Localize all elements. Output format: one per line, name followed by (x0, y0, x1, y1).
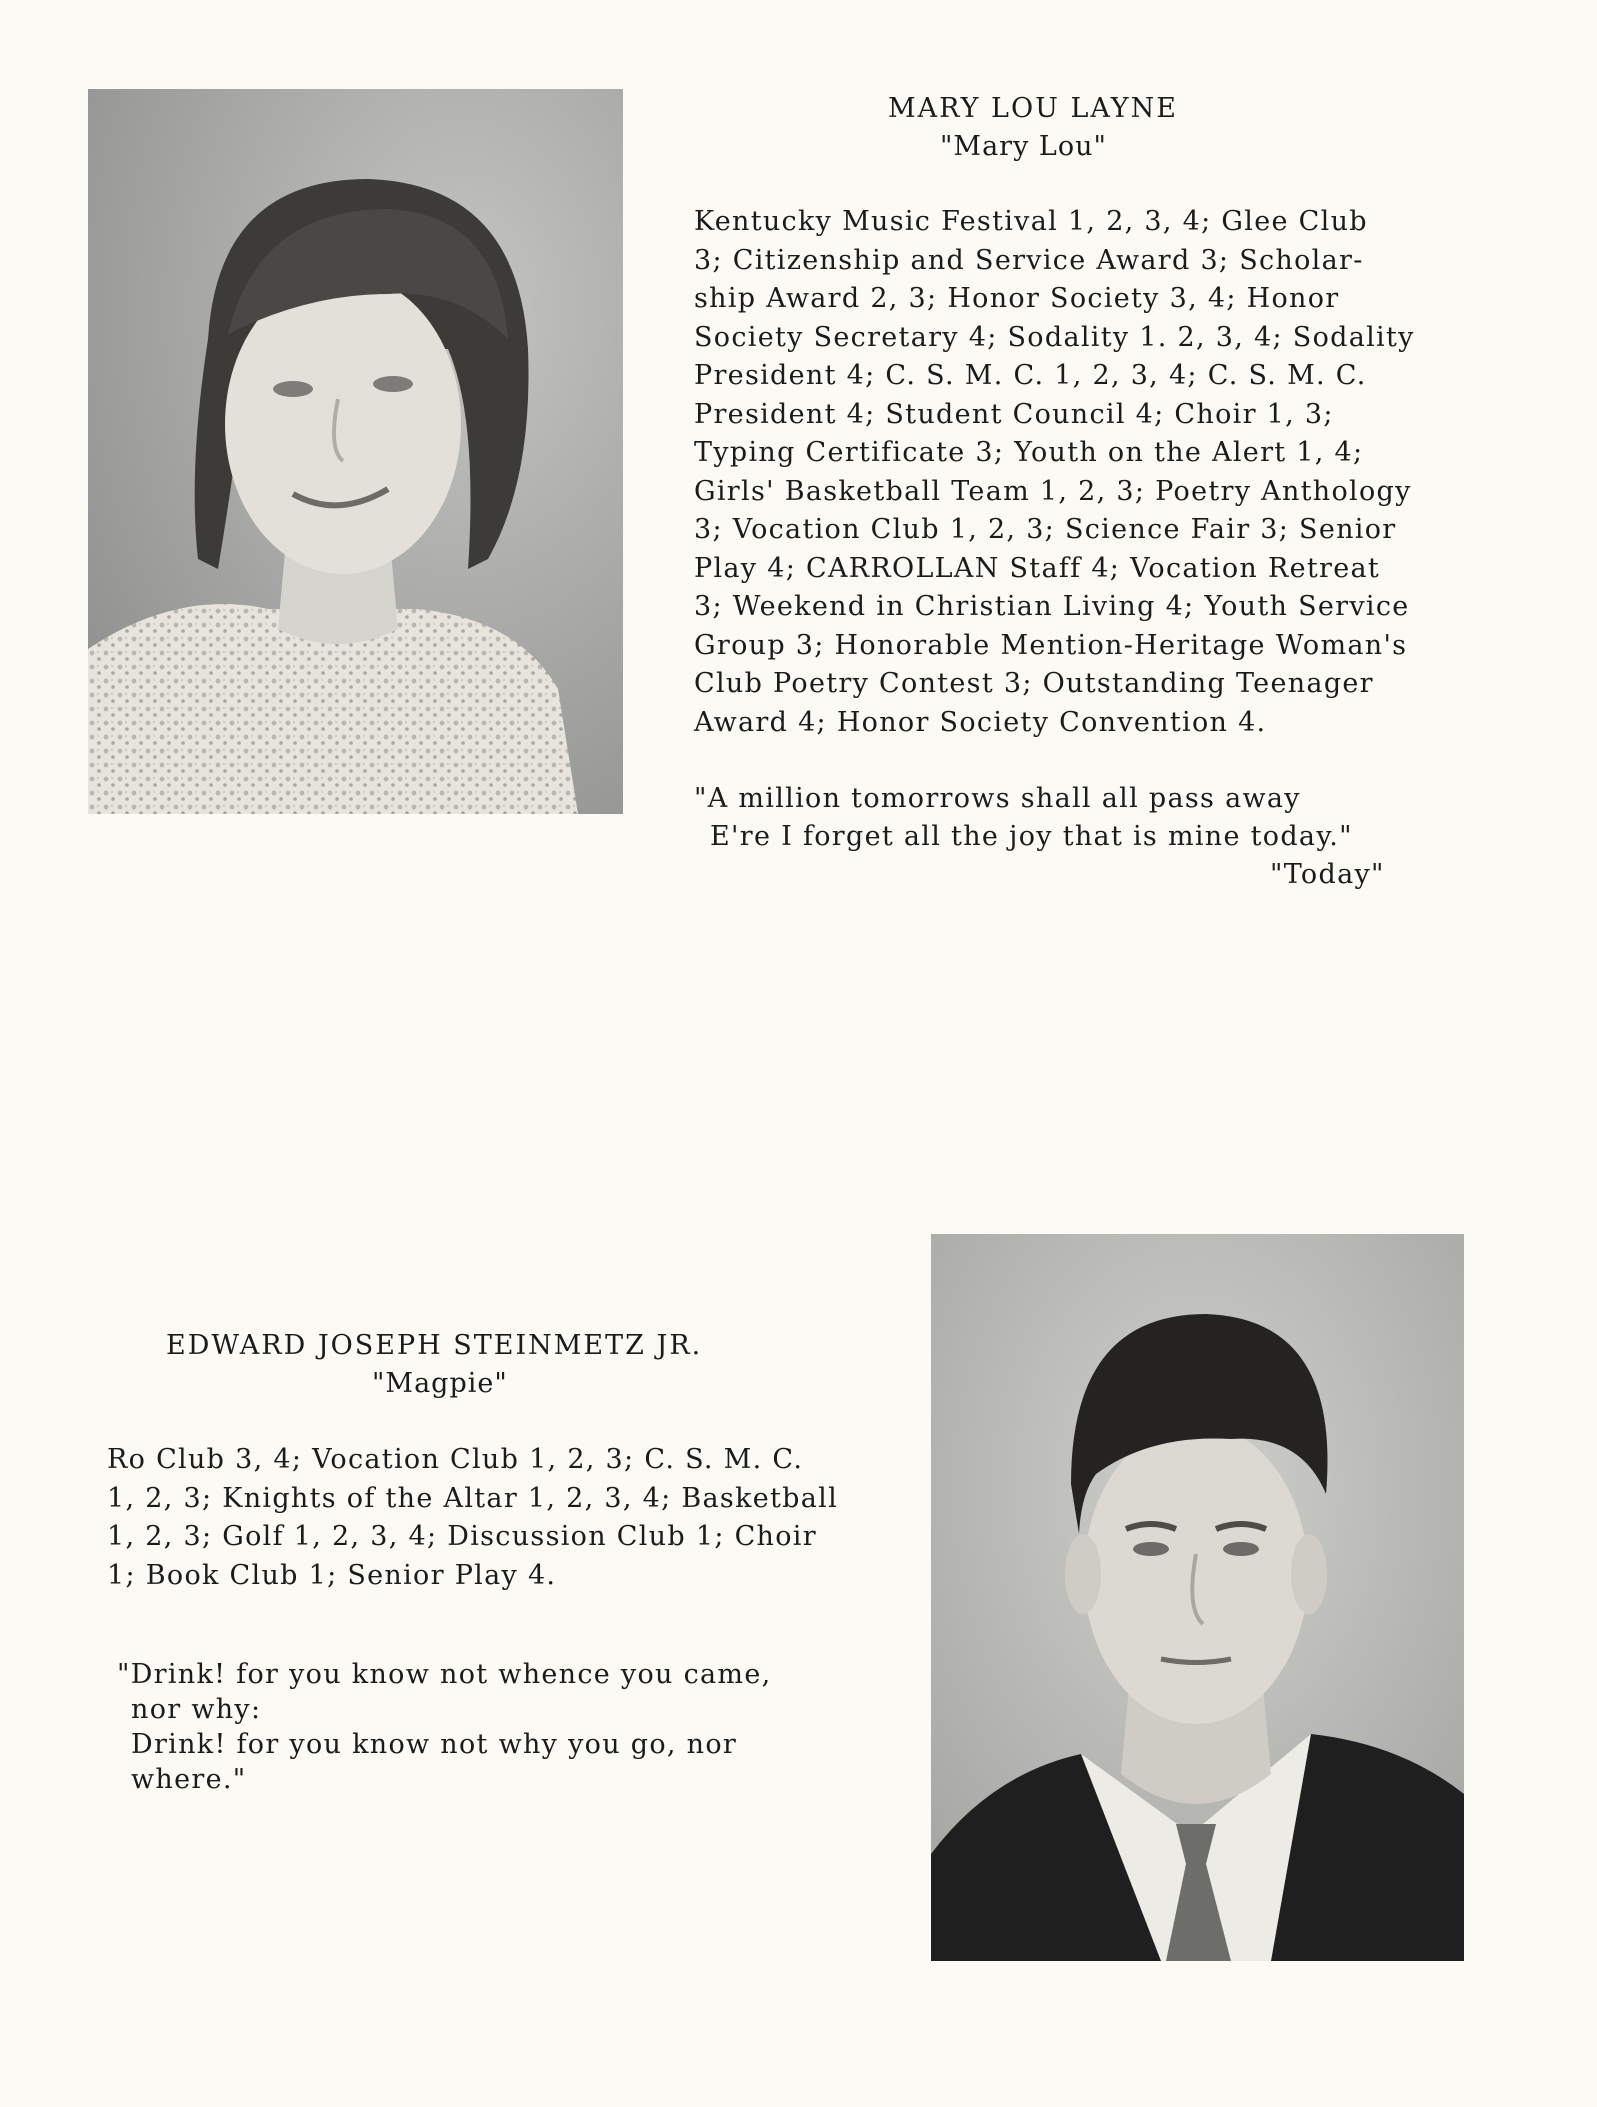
activities-line: Kentucky Music Festival 1, 2, 3, 4; Glee Club (694, 206, 1368, 237)
activities-line: 1; Book Club 1; Senior Play 4. (107, 1559, 557, 1591)
activities-line: Club Poetry Contest 3; Outstanding Teenager (694, 668, 1374, 699)
senior-quote (117, 1657, 772, 1797)
student-nickname: "Magpie" (372, 1368, 508, 1399)
senior-quote (694, 780, 1385, 894)
activities-line: Play 4; CARROLLAN Staff 4; Vocation Retreat (694, 552, 1381, 584)
activities-line: Typing Certificate 3; Youth on the Alert 1, 4; (694, 437, 1364, 468)
quote-attribution: "Today" (1270, 859, 1385, 890)
activities-list (694, 203, 1415, 742)
portrait-illustration (931, 1234, 1464, 1961)
activities-line: 3; Weekend in Christian Living 4; Youth Service (694, 591, 1410, 622)
student-nickname: "Mary Lou" (940, 131, 1107, 162)
activities-list (107, 1441, 838, 1595)
activities-line: President 4; Student Council 4; Choir 1, 3; (694, 398, 1334, 430)
activities-line: ship Award 2, 3; Honor Society 3, 4; Honor (694, 283, 1340, 314)
activities-line: 3; Vocation Club 1, 2, 3; Science Fair 3; Senior (694, 514, 1397, 545)
activities-line: 1, 2, 3; Golf 1, 2, 3, 4; Discussion Club 1; Choir (107, 1521, 817, 1552)
quote-line: Drink! for you know not why you go, nor (131, 1729, 738, 1760)
quote-line: nor why: (131, 1694, 262, 1725)
activities-line: Girls' Basketball Team 1, 2, 3; Poetry Anthology (694, 475, 1412, 507)
student-name: EDWARD JOSEPH STEINMETZ JR. (166, 1330, 703, 1361)
student-photo-edward-joseph-steinmetz (931, 1234, 1464, 1961)
student-photo-mary-lou-layne (88, 89, 623, 814)
activities-line: Society Secretary 4; Sodality 1. 2, 3, 4; Sodality (694, 321, 1415, 353)
activities-line: 1, 2, 3; Knights of the Altar 1, 2, 3, 4; Basketball (107, 1482, 839, 1514)
student-name: MARY LOU LAYNE (888, 93, 1178, 124)
quote-line: where." (131, 1764, 247, 1795)
activities-line: Ro Club 3, 4; Vocation Club 1, 2, 3; C. S. M. C. (107, 1444, 804, 1475)
activities-line: Group 3; Honorable Mention-Heritage Woman's (694, 629, 1408, 661)
activities-line: Award 4; Honor Society Convention 4. (694, 706, 1267, 738)
quote-line: "Drink! for you know not whence you came, (117, 1659, 772, 1690)
quote-line: E're I forget all the joy that is mine today." (710, 821, 1353, 852)
activities-line: 3; Citizenship and Service Award 3; Scholar- (694, 244, 1364, 276)
portrait-illustration (88, 89, 623, 814)
activities-line: President 4; C. S. M. C. 1, 2, 3, 4; C. S. M. C. (694, 360, 1367, 391)
quote-line: "A million tomorrows shall all pass away (694, 783, 1301, 814)
